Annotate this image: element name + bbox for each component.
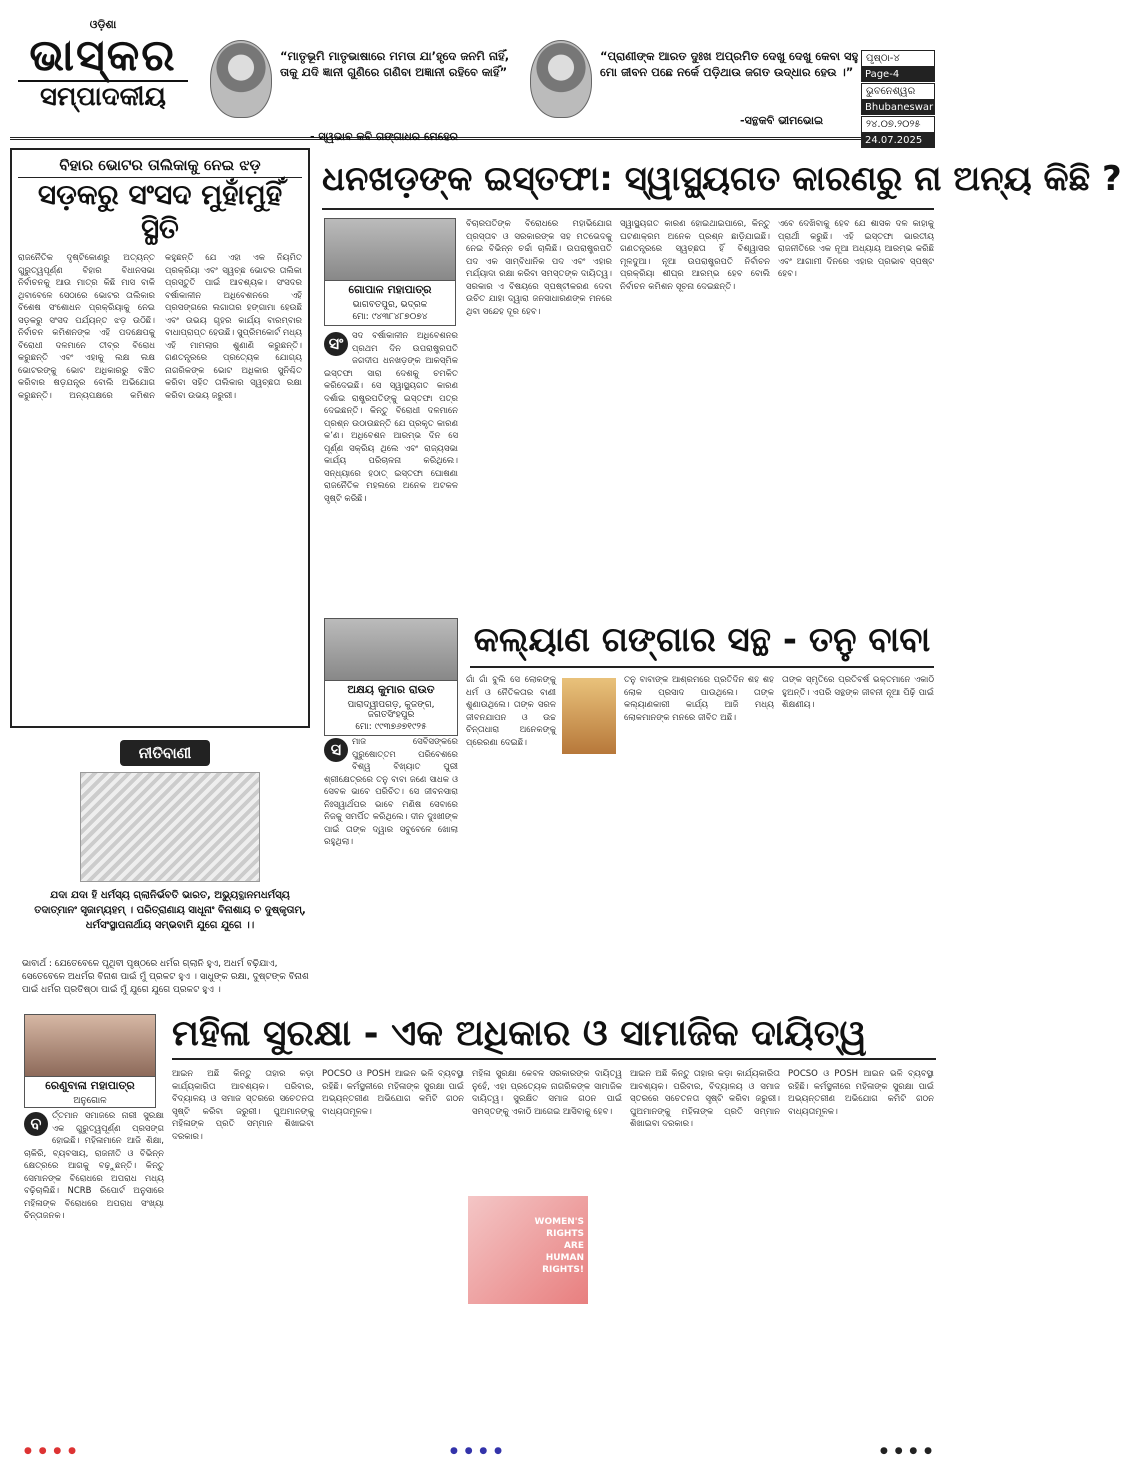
city-or: ଭୁବନେଶ୍ୱର (861, 83, 935, 100)
second-dropcap: ସ (324, 738, 348, 762)
main-author-place: ଭାଗବତପୁର, ଭଦ୍ରକ (352, 300, 428, 310)
third-col-1-text: ର୍ତ୍ତମାନ ସମାଜରେ ନାରୀ ସୁରକ୍ଷା ଏକ ଗୁରୁତ୍ୱପୂର୍ଣ୍ଣ ପ୍ରସଙ୍ଗ ହୋଇଛି। ମହିଳାମାନେ ଆଜି ଶିକ୍ଷା, ଚାକିରି, ବ୍ୟବସାୟ, ରାଜନୀତି ଓ ବିଭିନ୍ନ କ୍ଷେତ୍ରରେ ଆଗକୁ ବଢ଼ୁଛନ୍ତି। କିନ୍ତୁ ସେମାନଙ୍କ ବିରୋଧରେ ଅପରାଧ ମଧ୍ୟ ବଢ଼ିଚାଲିଛି। NCRB ରିପୋର୍ଟ ଅନୁସାରେ ମହିଳାଙ୍କ ବିରୋଧରେ ଅପରାଧ ସଂଖ୍ୟା ଚିନ୍ତାଜନକ। (24, 1111, 164, 1221)
third-col-1 (24, 1110, 164, 1436)
city-en: Bhubaneswar (861, 100, 935, 116)
third-story-headline: ମହିଳା ସୁରକ୍ଷା - ଏକ ଅଧିକାର ଓ ସାମାଜିକ ଦାୟିତ୍ୱ (172, 1008, 936, 1060)
main-col-4: ଏବେ ଦେଖିବାକୁ ହେବ ଯେ ଶାସକ ଦଳ କାହାକୁ ପ୍ରାର୍ଥୀ କରୁଛି। ଏହି ଇସ୍ତଫା ଭାରତୀୟ ରାଜନୀତିରେ ଏକ ନୂଆ ଅଧ୍ୟାୟ ଆରମ୍ଭ କରିଛି ଏବଂ ଆଗାମୀ ଦିନରେ ଏହାର ପ୍ରଭାବ ସ୍ପଷ୍ଟ ହେବ। (778, 219, 934, 279)
main-col-1-text: ସଦ ବର୍ଷାକାଳୀନ ଅଧିବେଶନର ପ୍ରଥମ ଦିନ ଉପରାଷ୍ଟ୍ରପତି ଜଗଦୀପ ଧନଖଡ଼ଙ୍କ ଆକସ୍ମିକ ଇସ୍ତଫା ସାରା ଦେଶକୁ ଚମକିତ କରିଦେଇଛି। ସେ ସ୍ୱାସ୍ଥ୍ୟଗତ କାରଣ ଦର୍ଶାଇ ରାଷ୍ଟ୍ରପତିଙ୍କୁ ଇସ୍ତଫା ପତ୍ର ଦେଇଛନ୍ତି। କିନ୍ତୁ ବିରୋଧୀ ଦଳମାନେ ପ୍ରଶ୍ନ ଉଠାଉଛନ୍ତି ଯେ ପ୍ରକୃତ କାରଣ କ’ଣ। ଅଧିବେଶନ ଆରମ୍ଭ ଦିନ ସେ ପୂର୍ଣ୍ଣ ସକ୍ରିୟ ଥିଲେ ଏବଂ ରାଜ୍ୟସଭା କାର୍ଯ୍ୟ ପରିଚାଳନା କରିଥିଲେ। ସନ୍ଧ୍ୟାରେ ହଠାତ୍ ଇସ୍ତଫା ଘୋଷଣା ରାଜନୈତିକ ମହଲରେ ଅନେକ ଅଟକଳ ସୃଷ୍ଟି କରିଛି। (324, 331, 458, 504)
page-number-or: ପୃଷ୍ଠା-୪ (861, 50, 935, 67)
second-col-1-text: ମାଜ ସେବିସଙ୍କରେ ପୁରୁଷୋତ୍ତମ ପରିବେଶରେ ବିଶ୍ୱ ବିଖ୍ୟାତ ପୁରୀ ଶ୍ରୀକ୍ଷେତ୍ରରେ ତନୁ ବାବା ଜଣେ ସାଧକ ଓ ସେବକ ଭାବେ ପରିଚିତ। ସେ ଜୀବନସାରା ନିଃସ୍ୱାର୍ଥପର ଭାବେ ମଣିଷ ସେବାରେ ନିଜକୁ ସମର୍ପିତ କରିଥିଲେ। ଦୀନ ଦୁଃଖୀଙ୍କ ପାଇଁ ତାଙ୍କ ଦ୍ୱାର ସବୁବେଳେ ଖୋଲା ରହୁଥିଲା। (324, 737, 458, 847)
quote-gangadhar: “ମାତୃଭୂମି ମାତୃଭାଷାରେ ମମତା ଯା’ହୃଦେ ଜନମି ନାହିଁ, ତାକୁ ଯଦି ଜ୍ଞାନୀ ଗୁଣିରେ ଗଣିବା ଅଜ୍ଞାନୀ ରହିବେ କାହିଁ” (280, 49, 510, 79)
main-col-1 (324, 330, 458, 610)
left-story (10, 148, 310, 728)
second-author-name: ଅକ୍ଷୟ କୁମାର ରାଉତ (347, 683, 435, 696)
masthead (10, 10, 935, 146)
paper-logo (18, 18, 188, 128)
second-author-card (324, 618, 458, 736)
third-author-photo (25, 1015, 155, 1077)
left-story-kicker: ବିହାର ଭୋଟର ତାଲିକାକୁ ନେଇ ଝଡ଼ (18, 156, 302, 178)
main-author-name: ଗୋପାଳ ମହାପାତ୍ର (348, 283, 432, 296)
quote-gangadhar-author: - ସ୍ୱଭାବ କବି ଗଙ୍ଗାଧର ମେହେର (310, 130, 458, 143)
niti-title: ନୀତିବାଣୀ (120, 740, 210, 766)
third-col-5: ଆଇନ ଅଛି କିନ୍ତୁ ତାହାର କଡ଼ା କାର୍ଯ୍ୟକାରିତା ଆବଶ୍ୟକ। ପରିବାର, ବିଦ୍ୟାଳୟ ଓ ସମାଜ ସ୍ତରରେ ସଚେତନତା ସୃଷ୍ଟି କରିବା ଜରୁରୀ। ପୁଅମାନଙ୍କୁ ମହିଳାଙ୍କ ପ୍ରତି ସମ୍ମାନ ଶିଖାଇବା ଦରକାର। (630, 1069, 780, 1129)
womens-rights-text: WOMEN'S RIGHTS ARE HUMAN RIGHTS! (534, 1217, 584, 1275)
date-en: 24.07.2025 (861, 133, 935, 149)
bhima-bhoi-portrait (530, 40, 592, 118)
third-col-3: POCSO ଓ POSH ଆଇନ ଭଳି ବ୍ୟବସ୍ଥା ରହିଛି। କର୍ମସ୍ଥଳୀରେ ମହିଳାଙ୍କ ସୁରକ୍ଷା ପାଇଁ ଅଭ୍ୟନ୍ତରୀଣ ଅଭିଯୋଗ କମିଟି ଗଠନ ବାଧ୍ୟତାମୂଳକ। (322, 1069, 464, 1117)
second-col-2 (466, 674, 616, 1000)
second-col-3: ତନୁ ବାବାଙ୍କ ଆଶ୍ରମରେ ପ୍ରତିଦିନ ଶହ ଶହ ଲୋକ ପ୍ରସାଦ ପାଉଥିଲେ। ତାଙ୍କ କଲ୍ୟାଣକାରୀ କାର୍ଯ୍ୟ ଆଜି ମଧ୍ୟ ଲୋକମାନଙ୍କ ମନରେ ଜୀବିତ ଅଛି। (624, 675, 774, 723)
main-author-card (324, 218, 456, 326)
print-registration-mark-center: ● ● ● ● (450, 1446, 504, 1456)
main-col-2: ବିଚାରପତିଙ୍କ ବିରୋଧରେ ମହାଭିଯୋଗ ପ୍ରସ୍ତାବ ଓ ସରକାରଙ୍କ ସହ ମତଭେଦକୁ ନେଇ ବିଭିନ୍ନ ଚର୍ଚ୍ଚା ଚାଲିଛି। ଉପରାଷ୍ଟ୍ରପତି ପଦ ଏକ ସାମ୍ବିଧାନିକ ପଦ ଏବଂ ଏହାର ମର୍ଯ୍ୟାଦା ରକ୍ଷା କରିବା ସମସ୍ତଙ୍କ ଦାୟିତ୍ୱ। ସରକାର ଏ ବିଷୟରେ ସ୍ପଷ୍ଟୀକରଣ ଦେବା ଉଚିତ ଯାହା ଦ୍ୱାରା ଜନସାଧାରଣଙ୍କ ମନରେ ଥିବା ସନ୍ଦେହ ଦୂର ହେବ। (466, 219, 612, 317)
niti-shloka: ଯଦା ଯଦା ହି ଧର୍ମସ୍ୟ ଗ୍ଲାନିର୍ଭବତି ଭାରତ, ଅଭ୍ୟୁତ୍ଥାନମଧର୍ମସ୍ୟ ତଦାତ୍ମାନଂ ସୃଜାମ୍ୟହମ୍ । ପରିତ୍ରାଣାୟ ସାଧୂନାଂ ବିନାଶାୟ ଚ ଦୁଷ୍କୃତାମ୍, ଧର୍ମସଂସ୍ଥାପନାର୍ଥାୟ ସମ୍ଭବାମି ଯୁଗେ ଯୁଗେ ।। (34, 890, 306, 931)
section-name: ସମ୍ପାଦକୀୟ (18, 80, 188, 112)
quote-bhimabhoi-author: -ସନ୍ଥକବି ଭୀମଭୋଇ (740, 114, 824, 127)
main-story-headline: ଧନଖଡ଼ଙ୍କ ଇସ୍ତଫା: ସ୍ୱାସ୍ଥ୍ୟଗତ କାରଣରୁ ନା ଅନ୍ୟ କିଛି ? (322, 148, 934, 210)
womens-rights-image (468, 1196, 588, 1304)
third-author-place: ଅନୁଗୋଳ (73, 1096, 107, 1106)
second-author-photo (325, 619, 457, 681)
page-info-box (861, 50, 935, 149)
print-registration-mark-right: ● ● ● ● (880, 1446, 934, 1456)
third-author-name: ରେଣୁବାଳା ମହାପାତ୍ର (45, 1079, 135, 1092)
left-story-body: ରାଜନୈତିକ ଦୃଷ୍ଟିକୋଣରୁ ଅତ୍ୟନ୍ତ ଗୁରୁତ୍ୱପୂର୍ଣ୍ଣ ବିହାର ବିଧାନସଭା ନିର୍ବାଚନକୁ ଆଉ ମାତ୍ର କିଛି ମାସ ବାକି ଥିବାବେଳେ ସେଠାରେ ଭୋଟର ତାଲିକାର ବିଶେଷ ସଂଶୋଧନ ପ୍ରକ୍ରିୟାକୁ ନେଇ ସଡ଼କରୁ ସଂସଦ ପର୍ଯ୍ୟନ୍ତ ଝଡ଼ ଉଠିଛି। ନିର୍ବାଚନ କମିଶନଙ୍କ ଏହି ପଦକ୍ଷେପକୁ ବିରୋଧୀ ଦଳମାନେ ତୀବ୍ର ବିରୋଧ କରୁଛନ୍ତି ଏବଂ ଏହାକୁ ଲକ୍ଷ ଲକ୍ଷ ଭୋଟରଙ୍କୁ ଭୋଟ ଅଧିକାରରୁ ବଞ୍ଚିତ କରିବାର ଷଡ଼ଯନ୍ତ୍ର ବୋଲି ଅଭିଯୋଗ କରୁଛନ୍ତି। ଅନ୍ୟପକ୍ଷରେ କମିଶନ କହୁଛନ୍ତି ଯେ ଏହା ଏକ ନିୟମିତ ପ୍ରକ୍ରିୟା ଏବଂ ସ୍ୱଚ୍ଛ ଭୋଟର ତାଲିକା ପ୍ରସ୍ତୁତି ପାଇଁ ଆବଶ୍ୟକ। ସଂସଦର ବର୍ଷାକାଳୀନ ଅଧିବେଶନରେ ଏହି ପ୍ରସଙ୍ଗରେ ଲଗାତାର ହଙ୍ଗାମା ହେଉଛି ଏବଂ ଉଭୟ ଗୃହର କାର୍ଯ୍ୟ ବାରମ୍ବାର ବାଧାପ୍ରାପ୍ତ ହେଉଛି। ସୁପ୍ରିମକୋର୍ଟ ମଧ୍ୟ ଏହି ମାମଲାର ଶୁଣାଣି କରୁଛନ୍ତି। ଗଣତନ୍ତ୍ରରେ ପ୍ରତ୍ୟେକ ଯୋଗ୍ୟ ନାଗରିକଙ୍କ ଭୋଟ ଅଧିକାର ସୁନିଶ୍ଚିତ କରିବା ସହିତ ତାଲିକାର ସ୍ୱଚ୍ଛତା ରକ୍ଷା କରିବା ଉଭୟ ଜରୁରୀ। (18, 253, 302, 401)
second-author-phone: ମୋ: ୯୯୩୭୬୭୧୯୨୫ (355, 722, 427, 732)
main-author-photo (325, 219, 455, 281)
main-dropcap: ସଂ (324, 332, 348, 356)
state-label: ଓଡ଼ିଶା (89, 18, 117, 31)
left-story-box (10, 148, 310, 728)
date-or: ୨୪.୦୭.୨୦୨୫ (861, 116, 935, 133)
paper-name: ଭାସ୍କର (29, 30, 177, 81)
second-col-4: ତାଙ୍କ ସ୍ମୃତିରେ ପ୍ରତିବର୍ଷ ଭକ୍ତମାନେ ଏକାଠି ହୁଅନ୍ତି। ଏପରି ସନ୍ଥଙ୍କ ଜୀବନୀ ନୂଆ ପିଢ଼ି ପାଇଁ ଶିକ୍ଷଣୀୟ। (782, 675, 934, 710)
quote-bhimabhoi: “ପ୍ରାଣୀଙ୍କ ଆରତ ଦୁଃଖ ଅପ୍ରମିତ ଦେଖୁ ଦେଖୁ କେବା ସହୁ ମୋ ଜୀବନ ପଛେ ନର୍କେ ପଡ଼ିଥାଉ ଜଗତ ଉଦ୍ଧାର ହେଉ ।” (600, 49, 859, 79)
third-dropcap: ବ (24, 1112, 48, 1136)
gangadhar-meher-portrait (210, 40, 272, 118)
second-col-1 (324, 736, 458, 1000)
main-author-phone: ମୋ: ୯୪୩୮୪୮୭୦୭୪ (352, 312, 428, 322)
page-number-en: Page-4 (861, 67, 935, 83)
second-col-2-text: ଗାଁ ଗାଁ ବୁଲି ସେ ଲୋକଙ୍କୁ ଧର୍ମ ଓ ନୈତିକତାର ବାଣୀ ଶୁଣାଉଥିଲେ। ତାଙ୍କ ସରଳ ଜୀବନଯାପନ ଓ ଉଚ୍ଚ ଚିନ୍ତାଧାରା ଅନେକଙ୍କୁ ପ୍ରେରଣା ଦେଇଛି। (466, 675, 556, 748)
third-col-6: POCSO ଓ POSH ଆଇନ ଭଳି ବ୍ୟବସ୍ଥା ରହିଛି। କର୍ମସ୍ଥଳୀରେ ମହିଳାଙ୍କ ସୁରକ୍ଷା ପାଇଁ ଅଭ୍ୟନ୍ତରୀଣ ଅଭିଯୋଗ କମିଟି ଗଠନ ବାଧ୍ୟତାମୂଳକ। (788, 1069, 934, 1117)
third-author-card (24, 1014, 156, 1108)
third-col-2: ଆଇନ ଅଛି କିନ୍ତୁ ତାହାର କଡ଼ା କାର୍ଯ୍ୟକାରିତା ଆବଶ୍ୟକ। ପରିବାର, ବିଦ୍ୟାଳୟ ଓ ସମାଜ ସ୍ତରରେ ସଚେତନତା ସୃଷ୍ଟି କରିବା ଜରୁରୀ। ପୁଅମାନଙ୍କୁ ମହିଳାଙ୍କ ପ୍ରତି ସମ୍ମାନ ଶିଖାଇବା ଦରକାର। (172, 1069, 314, 1142)
third-col-4: ମହିଳା ସୁରକ୍ଷା କେବଳ ସରକାରଙ୍କ ଦାୟିତ୍ୱ ନୁହେଁ, ଏହା ପ୍ରତ୍ୟେକ ନାଗରିକଙ୍କ ସାମାଜିକ ଦାୟିତ୍ୱ। ସୁରକ୍ଷିତ ସମାଜ ଗଠନ ପାଇଁ ସମସ୍ତଙ୍କୁ ଏକାଠି ଆଗେଇ ଆସିବାକୁ ହେବ। (472, 1069, 622, 1117)
main-col-3: ସ୍ୱାସ୍ଥ୍ୟଗତ କାରଣ ହୋଇଥାଇପାରେ, କିନ୍ତୁ ଘଟଣାକ୍ରମ ଅନେକ ପ୍ରଶ୍ନ ଛାଡ଼ିଯାଇଛି। ଗଣତନ୍ତ୍ରରେ ସ୍ୱଚ୍ଛତା ହିଁ ବିଶ୍ୱାସର ମୂଳଦୁଆ। ନୂଆ ଉପରାଷ୍ଟ୍ରପତି ନିର୍ବାଚନ ପ୍ରକ୍ରିୟା ଶୀଘ୍ର ଆରମ୍ଭ ହେବ ବୋଲି ନିର୍ବାଚନ କମିଶନ ସୂଚନା ଦେଇଛନ୍ତି। (620, 219, 770, 292)
second-author-place: ପାରାଦ୍ୱୀପଗଡ଼, କୁଜଙ୍ଗ, ଜଗତସିଂହପୁର (347, 700, 435, 720)
print-registration-mark-left: ● ● ● ● (24, 1446, 78, 1456)
tanu-baba-photo (562, 678, 616, 754)
second-story-headline: କଲ୍ୟାଣ ଗଙ୍ଗାର ସନ୍ଥ - ତନୁ ବାବା (470, 612, 934, 668)
left-story-headline: ସଡ଼କରୁ ସଂସଦ ମୁହାଁମୁହିଁ ସ୍ଥିତି (37, 178, 283, 245)
niti-meaning: ଭାବାର୍ଥ : ଯେତେବେଳେ ପୃଥିବୀ ପୃଷ୍ଠରେ ଧର୍ମର ଗ୍ଲାନି ହୁଏ, ଅଧର୍ମ ବଢ଼ିଯାଏ, ସେତେବେଳେ ଅଧର୍ମର ବିନାଶ ପାଇଁ ମୁଁ ପ୍ରକଟ ହୁଏ । ସାଧୁଙ୍କ ରକ୍ଷା, ଦୁଷ୍ଟଙ୍କ ବିନାଶ ପାଇଁ ଧର୍ମର ପ୍ରତିଷ୍ଠା ପାଇଁ ମୁଁ ଯୁଗେ ଯୁଗେ ପ୍ରକଟ ହୁଏ । (22, 959, 309, 995)
gita-illustration (80, 772, 260, 882)
